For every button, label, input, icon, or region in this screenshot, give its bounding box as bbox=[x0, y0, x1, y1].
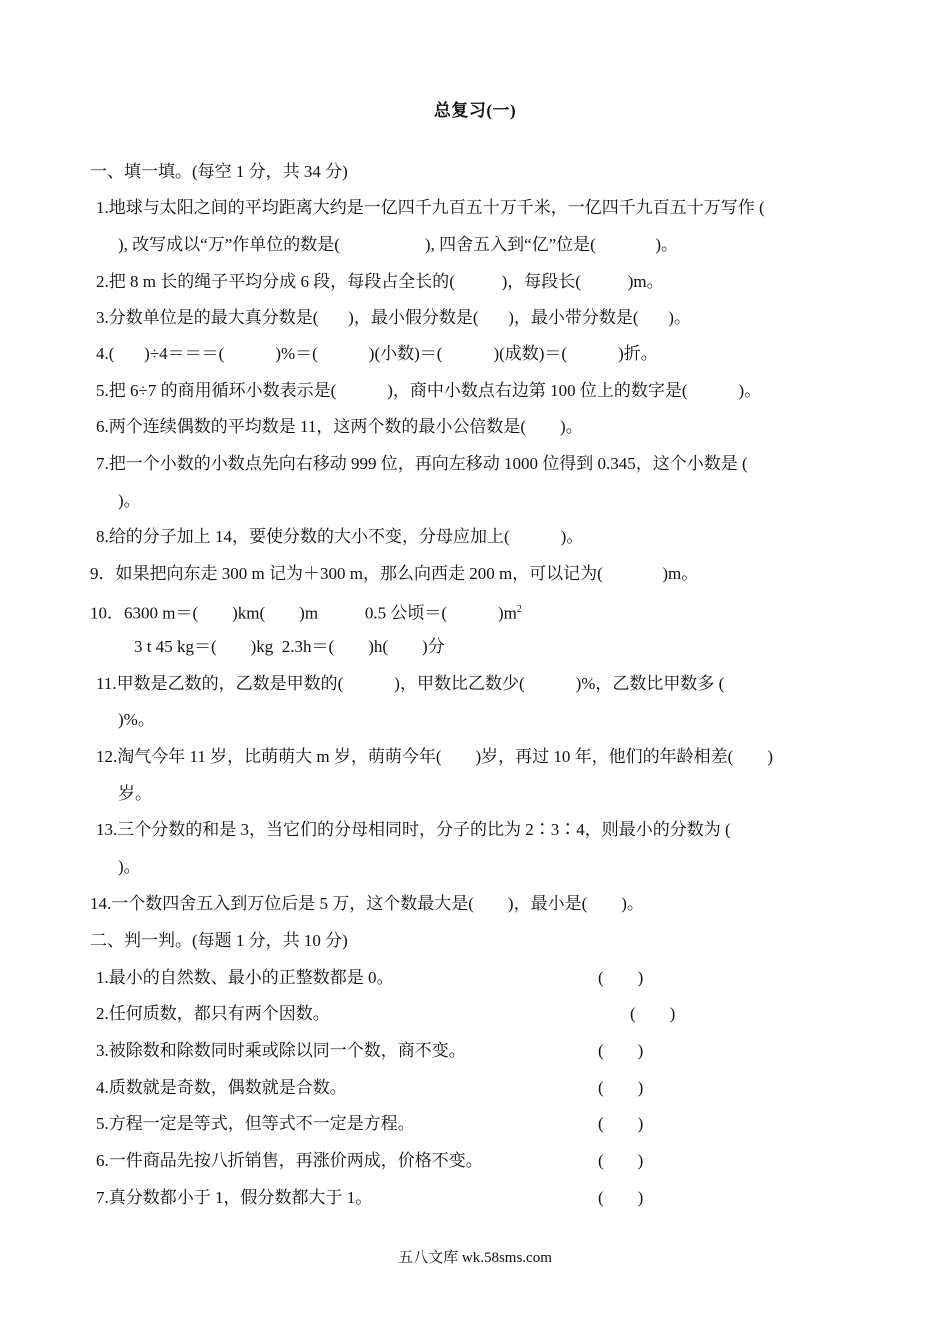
question-10-line-1 bbox=[90, 598, 522, 626]
question-12-line-2: 岁。 bbox=[118, 784, 152, 803]
judge-text: 2.任何质数，都只有两个因数。 bbox=[96, 1004, 330, 1023]
answer-paren[interactable]: ( ) bbox=[598, 1114, 644, 1133]
question-7-line-2: )。 bbox=[118, 491, 141, 510]
question-10-text: 10．6300 m＝( )km( )m 0.5 公顷＝( )m bbox=[90, 603, 517, 623]
question-7-line-1: 7.把一个小数的小数点先向右移动 999 位，再向左移动 1000 位得到 0.345，这个小数是 ( bbox=[96, 454, 748, 473]
judge-item bbox=[96, 1039, 716, 1063]
question-8: 8.给的分子加上 14，要使分数的大小不变，分母应加上( )。 bbox=[96, 527, 584, 546]
section-2-heading: 二、判一判。(每题 1 分，共 10 分) bbox=[90, 931, 348, 950]
judge-item bbox=[96, 1186, 716, 1210]
question-1-line-2: ), 改写成以“万”作单位的数是( ), 四舍五入到“亿”位是( )。 bbox=[118, 235, 678, 254]
question-4: 4.( )÷4＝＝＝( )%＝( )(小数)＝( )(成数)＝( )折。 bbox=[96, 344, 658, 363]
question-5: 5.把 6÷7 的商用循环小数表示是( )，商中小数点右边第 100 位上的数字是( )。 bbox=[96, 381, 762, 400]
question-11-line-2: )%。 bbox=[118, 710, 155, 729]
question-1-line-1: 1.地球与太阳之间的平均距离大约是一亿四千九百五十万千米，一亿四千九百五十万写作 ( bbox=[96, 198, 765, 217]
answer-paren[interactable]: ( ) bbox=[598, 1151, 644, 1170]
judge-item bbox=[96, 1149, 716, 1173]
question-13-line-2: )。 bbox=[118, 857, 141, 876]
answer-paren[interactable]: ( ) bbox=[598, 1188, 644, 1207]
page-title: 总复习(一) bbox=[433, 101, 517, 120]
judge-text: 6.一件商品先按八折销售，再涨价两成，价格不变。 bbox=[96, 1151, 483, 1170]
answer-paren[interactable]: ( ) bbox=[598, 1041, 644, 1060]
answer-paren[interactable]: ( ) bbox=[598, 1078, 644, 1097]
judge-item bbox=[96, 1002, 716, 1026]
question-9: 9．如果把向东走 300 m 记为＋300 m，那么向西走 200 m，可以记为( )m。 bbox=[90, 564, 699, 583]
question-3: 3.分数单位是的最大真分数是( )，最小假分数是( )，最小带分数是( )。 bbox=[96, 308, 691, 327]
judge-text: 4.质数就是奇数，偶数就是合数。 bbox=[96, 1078, 347, 1097]
footer-watermark: 五八文库 wk.58sms.com bbox=[398, 1250, 552, 1266]
question-2: 2.把 8 m 长的绳子平均分成 6 段，每段占全长的( )，每段长( )m。 bbox=[96, 272, 664, 291]
question-14: 14.一个数四舍五入到万位后是 5 万，这个数最大是( )，最小是( )。 bbox=[90, 894, 644, 913]
section-1-heading: 一、填一填。(每空 1 分，共 34 分) bbox=[90, 162, 348, 181]
question-11-line-1: 11.甲数是乙数的，乙数是甲数的( )，甲数比乙数少( )%，乙数比甲数多 ( bbox=[96, 674, 725, 693]
question-10-line-2: 3 t 45 kg＝( )kg 2.3h＝( )h( )分 bbox=[134, 637, 445, 656]
judge-text: 1.最小的自然数、最小的正整数都是 0。 bbox=[96, 968, 394, 987]
square-exponent: 2 bbox=[516, 604, 522, 615]
question-13-line-1: 13.三个分数的和是 3，当它们的分母相同时，分子的比为 2∶3∶4，则最小的分数为 ( bbox=[96, 820, 731, 839]
question-12-line-1: 12.淘气今年 11 岁，比萌萌大 m 岁，萌萌今年( )岁，再过 10 年，他们的年龄相差( ) bbox=[96, 747, 773, 766]
judge-text: 5.方程一定是等式，但等式不一定是方程。 bbox=[96, 1114, 415, 1133]
judge-item bbox=[96, 1112, 716, 1136]
judge-item bbox=[96, 1076, 716, 1100]
judge-text: 7.真分数都小于 1，假分数都大于 1。 bbox=[96, 1188, 373, 1207]
judge-item bbox=[96, 966, 716, 990]
answer-paren[interactable]: ( ) bbox=[598, 968, 644, 987]
question-6: 6.两个连续偶数的平均数是 11，这两个数的最小公倍数是( )。 bbox=[96, 417, 583, 436]
answer-paren[interactable]: ( ) bbox=[630, 1004, 676, 1023]
judge-text: 3.被除数和除数同时乘或除以同一个数，商不变。 bbox=[96, 1041, 466, 1060]
